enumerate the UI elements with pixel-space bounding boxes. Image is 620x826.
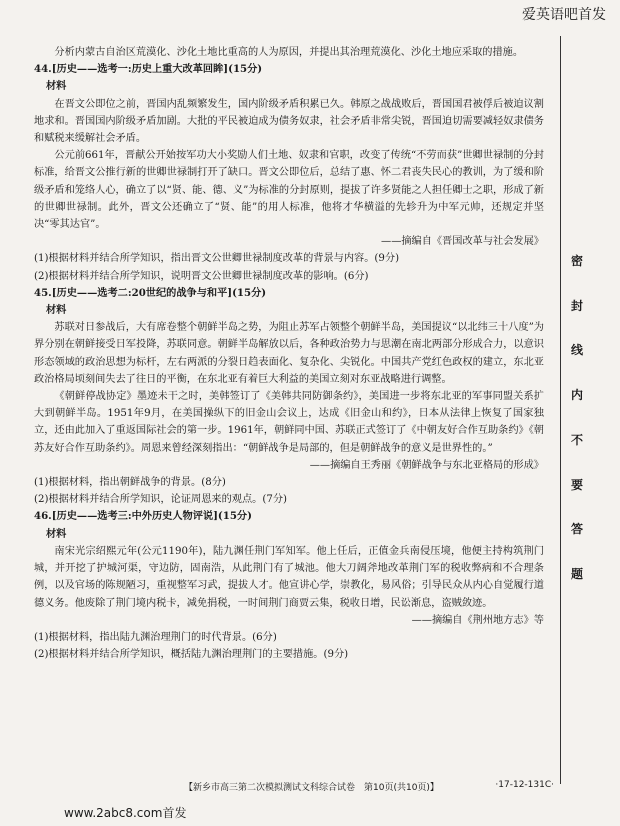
seal-line-notice	[561, 252, 593, 582]
brand-mark: 爱英语吧首发	[522, 7, 606, 23]
q44-material-label: 材料	[46, 80, 67, 93]
footer-exam-info: 【新乡市高三第二次模拟测试文科综合试卷 第10页(共10页)】	[184, 783, 439, 793]
q45-question-2: (2)根据材料并结合所学知识，论证周恩来的观点。(7分)	[34, 494, 287, 506]
q44-question-2: (2)根据材料并结合所学知识，说明晋文公世卿世禄制度改革的影响。(6分)	[34, 270, 369, 282]
seal-char: 线	[570, 343, 583, 358]
q44-question-1: (1)根据材料并结合所学知识，指出晋文公世卿世禄制度改革的背景与内容。(9分)	[34, 253, 400, 265]
q44-source: ——摘编自《晋国改革与社会发展》	[381, 236, 544, 248]
seal-char: 密	[570, 254, 583, 268]
q44-paragraph: 公元前661年，晋献公开始按军功大小奖励人们土地、奴隶和官职，改变了传统“不劳而获”世卿世禄制的分封标准，给晋文公推行新的世卿世禄制打开了缺口。晋文公即位后，总结了惠、怀二君丧失民心的教训，为了缓和阶级矛盾和笼络人心，确立了以“贤、能、德、义”为标准的分封原则，提拔了许多贤能之人担任卿士之职，形成了新的世卿世禄制。此外，晋文公还确立了“贤、能”的用人标准，他将才华横溢的先轸升为中军元帅，还规定并坚决“零其达官”。	[34, 150, 544, 231]
q44-title: 44.[历史——选考一:历史上重大改革回眸](15分)	[34, 63, 263, 76]
q45-title: 45.[历史——选考二:20世纪的战争与和平](15分)	[34, 286, 267, 299]
footer-code: ·17-12-131C·	[495, 780, 554, 790]
seal-char: 题	[570, 566, 583, 581]
q46-question-2: (2)根据材料并结合所学知识，概括陆九渊治理荆门的主要措施。(9分)	[34, 649, 349, 661]
page-content	[34, 44, 544, 663]
q45-paragraph: 苏联对日参战后，大有席卷整个朝鲜半岛之势，为阻止苏军占领整个朝鲜半岛，美国提议“以北纬三十八度”为界分别在朝鲜接受日军投降，苏联同意。朝鲜半岛解放以后，各种政治势力与思潮在南北两部分形成合力，以意识形态领域的政治思想为标杆，左右两派的分裂日趋表面化、复杂化、尖锐化。中国共产党红色政权的建立，东北亚政治格局顷刻间失去了往日的平衡，在东北亚有着巨大利益的美国立刻对东亚战略进行调整。	[34, 322, 544, 385]
seal-char: 不	[570, 432, 583, 447]
q46-material-label: 材料	[46, 527, 67, 540]
q45-source: ——摘编自王秀丽《朝鲜战争与东北亚格局的形成》	[309, 459, 544, 471]
q46-source: ——摘编自《荆州地方志》等	[411, 614, 544, 626]
intro-text: 分析内蒙古自治区荒漠化、沙化土地比重高的人为原因，并提出其治理荒漠化、沙化土地应采取的措施。	[54, 47, 524, 58]
q46-title: 46.[历史——选考三:中外历史人物评说](15分)	[34, 510, 252, 523]
site-watermark: www.2abc8.com首发	[64, 806, 187, 820]
seal-char: 封	[570, 298, 583, 313]
q44-paragraph: 在晋文公即位之前，晋国内乱频繁发生，国内阶级矛盾积累已久。韩原之战战败后，晋国国君被俘后被迫议割地求和。晋国国内阶级矛盾加剧。大批的平民被迫成为债务奴隶，社会矛盾非常尖锐，晋国迫切需要减轻奴隶债务和赋税来缓解社会矛盾。	[34, 98, 544, 145]
seal-line-margin	[560, 36, 597, 784]
q46-question-1: (1)根据材料，指出陆九渊治理荆门的时代背景。(6分)	[34, 631, 277, 643]
q45-question-1: (1)根据材料，指出朝鲜战争的背景。(8分)	[34, 477, 226, 489]
seal-char: 要	[570, 477, 583, 492]
q46-paragraph: 南宋光宗绍熙元年(公元1190年)，陆九渊任荆门军知军。他上任后，正值金兵南侵压境，他便主持构筑荆门城，并开挖了护城河渠，守边防，固南浩，从此荆门有了城池。他大刀阔斧地改革荆门军的税收弊病和不合理条例，以及官场的陈规陋习，重视整军习武，提拔人才。他宣讲心学，崇教化，易风俗；引导民众从内心自觉履行道德义务。他废除了荆门境内税卡，减免捐税，一时间荆门商贾云集，税收日增，民讼渐息，盗贼敛迹。	[34, 545, 544, 609]
seal-char: 答	[570, 522, 583, 537]
seal-char: 内	[570, 388, 583, 403]
q45-paragraph: 《朝鲜停战协定》墨迹未干之时，美韩签订了《美韩共同防御条约》，美国进一步将东北亚的军事同盟关系扩大到朝鲜半岛。1951年9月，在美国操纵下的旧金山会议上，达成《旧金山和约》，日本从法律上恢复了国家独立，还由此加入了重返国际社会的第一步。1961年，朝鲜同中国、苏联正式签订了《中朝友好合作互助条约》《朝苏友好合作互助条约》。周恩来曾经深刻指出：“朝鲜战争是局部的，但是朝鲜战争的意义是世界性的。”	[34, 391, 544, 454]
q45-material-label: 材料	[46, 304, 67, 317]
